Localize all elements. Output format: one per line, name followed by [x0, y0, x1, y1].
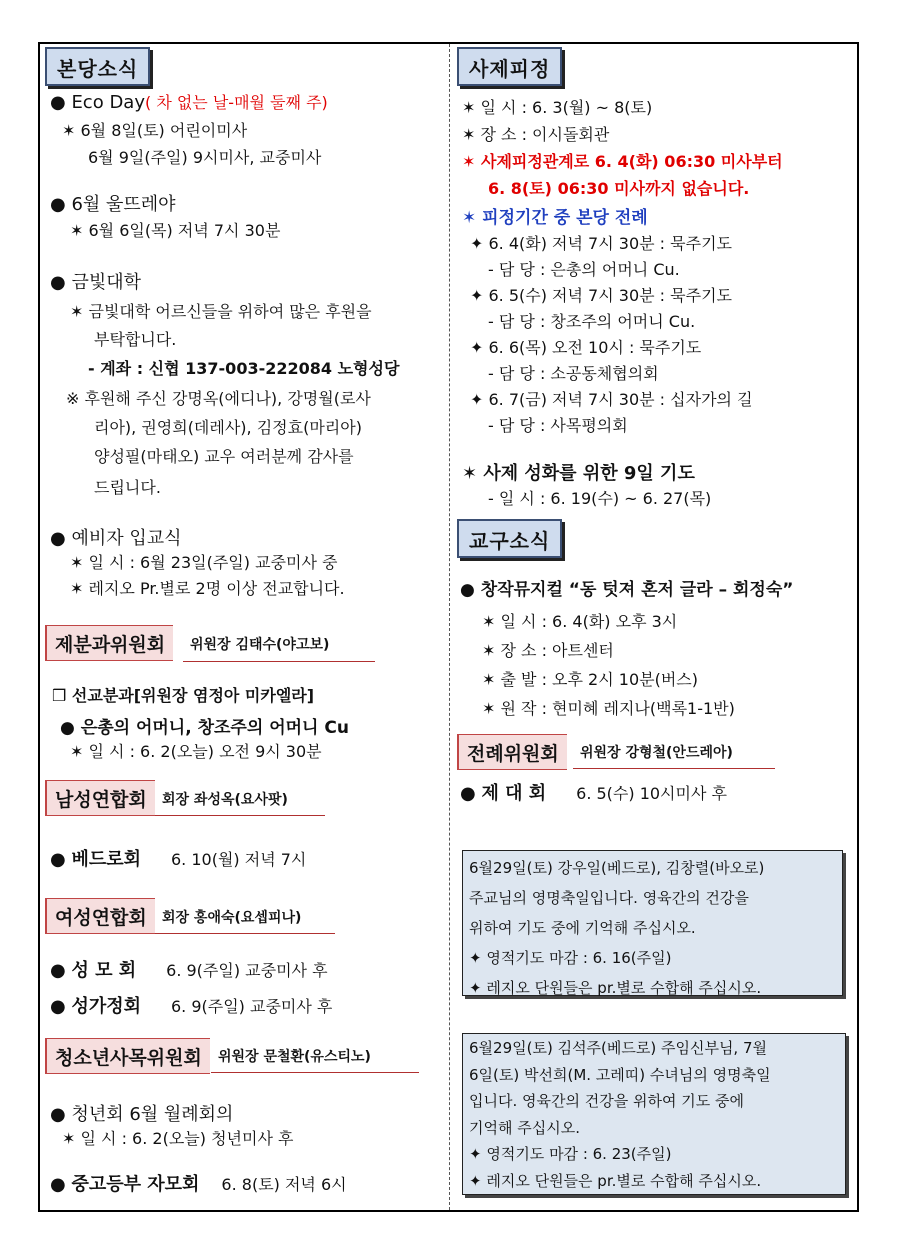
musical-place-text: 장 소 : 아트센터 [500, 641, 614, 660]
rosary-4-time [470, 387, 753, 410]
list-item-eco-day [50, 90, 328, 113]
list-item-catechumen [50, 524, 182, 550]
musical-depart [482, 667, 698, 690]
thanks-line-3: 양성필(마태오) 교우 여러분께 감사를 [94, 447, 354, 466]
notice-line: 6월29일(토) 김석주(베드로) 주임신부님, 7월 [469, 1039, 768, 1057]
parents-time: 6. 8(토) 저녁 6시 [221, 1175, 347, 1194]
header-underline [155, 933, 335, 934]
list-item-seongga [50, 992, 332, 1018]
saje-notice-1 [462, 149, 783, 172]
star-icon: ✶ [70, 553, 89, 572]
jedae-time: 6. 5(수) 10시미사 후 [576, 784, 727, 803]
musical-place [482, 638, 614, 661]
golden-univ-title: 금빛대학 [71, 272, 141, 293]
star-icon: ✶ [462, 125, 481, 144]
notice-line: 기억해 주십시오. [469, 1118, 580, 1137]
saje-notice-2: 6. 8(토) 06:30 미사까지 없습니다. [488, 179, 750, 198]
ultreya-detail: 6월 6일(목) 저녁 7시 30분 [88, 221, 281, 240]
section-header-namsung: 남성연합회 [45, 780, 155, 816]
rosary-4-dam: - 담 당 : 사목평의회 [488, 416, 628, 435]
section-header-youth: 청소년사목위원회 [45, 1038, 210, 1074]
liturgy-title-text: 피정기간 중 본당 전례 [482, 208, 648, 228]
jeonrye-chair: 위원장 강형철(안드레아) [580, 745, 733, 761]
list-item-ultreya [50, 190, 176, 216]
notice-line: ✦ 영적기도 마감 : 6. 23(주일) [469, 1145, 672, 1163]
catechumen-date: 일 시 : 6월 23일(주일) 교중미사 중 [88, 553, 338, 572]
mission-sub-text: 은총의 어머니, 창조주의 어머니 Cu [80, 718, 349, 738]
star-icon: ✶ [462, 208, 483, 228]
star-icon: ✶ [70, 742, 89, 761]
notice-box-pastor [462, 1033, 846, 1195]
cross-star-icon: ✦ [470, 390, 489, 409]
star-icon: ✶ [62, 1129, 81, 1148]
bullet-icon: ● [50, 92, 72, 113]
notice-line: ✦ 레지오 단원들은 pr.별로 수합해 주십시오. [469, 979, 762, 997]
musical-title-text: 창작뮤지컬 “동 텃져 혼저 글라 – 회정숙” [480, 580, 794, 600]
golden-univ-line-1 [70, 299, 372, 322]
star-icon: ✶ [462, 463, 484, 484]
mission-line-1 [70, 739, 322, 762]
notice-line: ✦ 레지오 단원들은 pr.별로 수합해 주십시오. [469, 1171, 762, 1190]
list-item-seongmo [50, 956, 328, 982]
list-item-youth-meeting [50, 1100, 233, 1126]
header-underline [573, 768, 775, 769]
seongga-time: 6. 9(주일) 교중미사 후 [171, 997, 333, 1016]
star-icon: ✶ [70, 579, 89, 598]
golden-univ-detail: 금빛대학 어르신들을 위하여 많은 후원을 [88, 302, 372, 321]
musical-origin-text: 원 작 : 현미혜 레지나(백록1-1반) [500, 699, 735, 718]
notice-line: 6월29일(토) 강우일(베드로), 김창렬(바오로) [469, 859, 765, 877]
eco-day-detail: 6월 8일(토) 어린이미사 [80, 121, 248, 140]
header-underline [155, 815, 325, 816]
novena-title [462, 459, 695, 485]
seongmo-time: 6. 9(주일) 교중미사 후 [166, 961, 328, 980]
star-icon: ✶ [482, 699, 501, 718]
jebun-chair: 위원장 김태수(야고보) [190, 637, 330, 653]
bullet-icon: ● [460, 580, 481, 600]
parents-label: 중고등부 자모회 [71, 1174, 200, 1195]
jedae-label: 제 대 회 [481, 783, 547, 804]
novena-line-1: - 일 시 : 6. 19(수) ~ 6. 27(목) [488, 489, 712, 508]
bullet-icon: ● [50, 272, 72, 293]
bullet-icon: ● [50, 1174, 72, 1195]
cross-star-icon: ✦ [470, 286, 489, 305]
list-item-parents [50, 1170, 347, 1196]
list-item-golden-univ [50, 268, 141, 294]
bullet-icon: ● [50, 996, 72, 1017]
rosary-time: 6. 5(수) 저녁 7시 30분 : 묵주기도 [488, 286, 732, 305]
youth-chair: 위원장 문철환(유스티노) [218, 1049, 371, 1065]
mission-title [52, 683, 314, 706]
bullet-icon: ● [50, 849, 72, 870]
catechumen-title: 예비자 입교식 [71, 528, 182, 549]
star-icon: ✶ [462, 98, 481, 117]
catechumen-line-1 [70, 550, 337, 573]
golden-univ-account: - 계좌 : 신협 137-003-222084 노형성당 [88, 359, 400, 378]
bullet-icon: ● [50, 1104, 72, 1125]
mission-title-text: 선교분과[위원장 염정아 미카엘라] [71, 686, 315, 705]
seongmo-label: 성 모 회 [71, 960, 137, 981]
namsung-chair: 회장 좌성옥(요사팟) [162, 792, 288, 808]
bullet-icon: ● [460, 783, 482, 804]
eco-day-subtitle: ( 차 없는 날-매월 둘째 주) [144, 93, 328, 112]
rosary-2-time [470, 283, 732, 306]
list-item-jedae [460, 779, 727, 805]
catechumen-line-2 [70, 576, 345, 599]
notice-box-bishops [462, 850, 843, 996]
star-icon: ✶ [462, 152, 481, 171]
saje-place [462, 122, 609, 145]
yeosung-chair: 회장 홍애숙(요셉피나) [162, 910, 302, 926]
eco-day-line-2: 6월 9일(주일) 9시미사, 교중미사 [88, 148, 322, 167]
section-header-saje: 사제피정 [457, 47, 562, 86]
ultreya-title: 6월 울뜨레야 [71, 194, 176, 215]
rosary-1-time [470, 231, 732, 254]
thanks-line-1: ※ 후원해 주신 강명옥(에디나), 강명월(로사 [66, 389, 371, 408]
rosary-3-time [470, 335, 701, 358]
section-header-jeonrye: 전례위원회 [457, 734, 567, 770]
column-divider [449, 44, 450, 1210]
notice-line: 위하여 기도 중에 기억해 주십시오. [469, 919, 696, 937]
cross-star-icon: ✦ [470, 234, 489, 253]
notice-line: 주교님의 영명축일입니다. 영육간의 건강을 [469, 889, 749, 907]
youth-meeting-line-1 [62, 1126, 293, 1149]
musical-origin [482, 696, 735, 719]
rosary-time: 6. 7(금) 저녁 7시 30분 : 십자가의 길 [488, 390, 753, 409]
bullet-icon: ● [50, 960, 72, 981]
musical-title [460, 575, 793, 600]
section-header-jebun: 제분과위원회 [45, 625, 173, 661]
rosary-3-dam: - 담 당 : 소공동체협의회 [488, 364, 659, 383]
notice-line: 6일(토) 박선희(M. 고레띠) 수녀님의 영명축일 [469, 1065, 771, 1084]
rosary-time: 6. 4(화) 저녁 7시 30분 : 묵주기도 [488, 234, 732, 253]
mission-sub [60, 713, 349, 738]
saje-date [462, 95, 652, 118]
youth-meeting-title: 청년회 6월 월례회의 [71, 1104, 234, 1125]
seongga-label: 성가정회 [71, 996, 141, 1017]
star-icon: ✶ [482, 612, 501, 631]
notice-line: 입니다. 영육간의 건강을 위하여 기도 중에 [469, 1092, 744, 1110]
star-icon: ✶ [62, 121, 81, 140]
notice-line: ✦ 영적기도 마감 : 6. 16(주일) [469, 949, 672, 967]
rosary-2-dam: - 담 당 : 창조주의 어머니 Cu. [488, 312, 696, 331]
list-item-peter [50, 845, 306, 871]
liturgy-title [462, 203, 648, 228]
ultreya-line-1 [70, 218, 280, 241]
saje-place-text: 장 소 : 이시돌회관 [480, 125, 610, 144]
star-icon: ✶ [70, 221, 89, 240]
eco-day-title: Eco Day [71, 92, 145, 113]
saje-date-text: 일 시 : 6. 3(월) ~ 8(토) [480, 98, 653, 117]
catechumen-note: 레지오 Pr.별로 2명 이상 전교합니다. [88, 579, 345, 598]
musical-date [482, 609, 677, 632]
mission-date: 일 시 : 6. 2(오늘) 오전 9시 30분 [88, 742, 322, 761]
section-header-bondang: 본당소식 [45, 47, 150, 86]
square-icon: ❒ [52, 686, 72, 705]
rosary-time: 6. 6(목) 오전 10시 : 묵주기도 [488, 338, 702, 357]
bullet-icon: ● [60, 718, 81, 738]
thanks-line-2: 리아), 권영희(데레사), 김정효(마리아) [94, 418, 362, 437]
youth-meeting-date: 일 시 : 6. 2(오늘) 청년미사 후 [80, 1129, 294, 1148]
cross-star-icon: ✦ [470, 338, 489, 357]
musical-depart-text: 출 발 : 오후 2시 10분(버스) [500, 670, 698, 689]
saje-notice-text: 사제피정관계로 6. 4(화) 06:30 미사부터 [480, 152, 783, 171]
musical-date-text: 일 시 : 6. 4(화) 오후 3시 [500, 612, 678, 631]
star-icon: ✶ [482, 641, 501, 660]
golden-univ-line-2: 부탁합니다. [94, 330, 177, 349]
bullet-icon: ● [50, 528, 72, 549]
novena-title-text: 사제 성화를 위한 9일 기도 [483, 463, 695, 484]
header-underline [183, 661, 375, 662]
header-underline [211, 1072, 419, 1073]
bullet-icon: ● [50, 194, 72, 215]
thanks-line-4: 드립니다. [94, 478, 161, 497]
peter-time: 6. 10(월) 저녁 7시 [171, 850, 307, 869]
star-icon: ✶ [482, 670, 501, 689]
peter-label: 베드로회 [71, 849, 141, 870]
section-header-yeosung: 여성연합회 [45, 898, 155, 934]
star-icon: ✶ [70, 302, 89, 321]
eco-day-line-1 [62, 118, 247, 141]
rosary-1-dam: - 담 당 : 은총의 어머니 Cu. [488, 260, 680, 279]
section-header-gyogu: 교구소식 [457, 519, 562, 558]
